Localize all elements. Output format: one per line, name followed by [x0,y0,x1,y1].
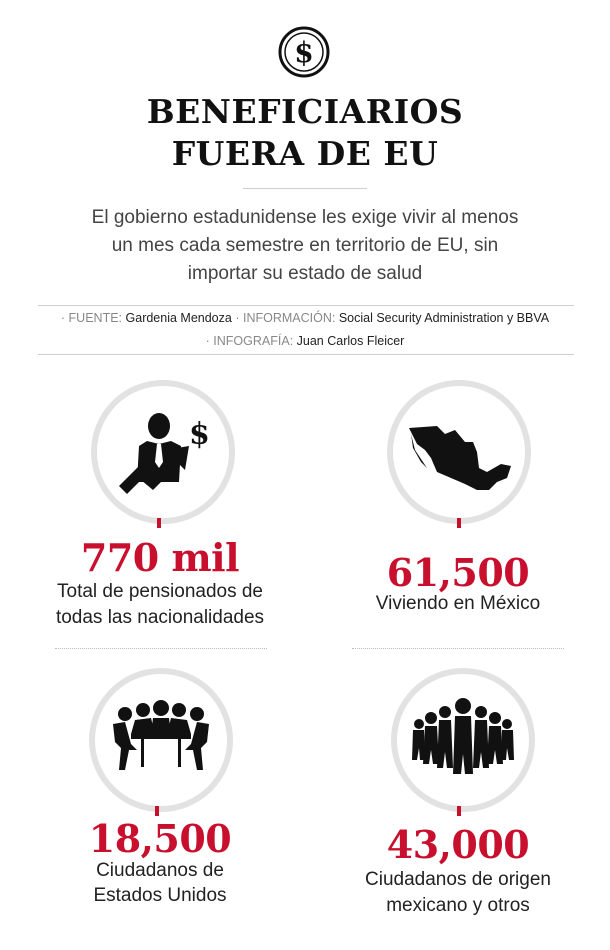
stat-label-mexican-origin-2: mexicano y otros [386,895,530,916]
graphic-value: Juan Carlos Fleicer [296,334,405,348]
source-label: FUENTE: [68,311,123,325]
info-label: INFORMACIÓN: [242,311,336,325]
stat-circle-us-citizens [89,668,233,812]
stat-label-us-citizens-1: Ciudadanos de [96,860,224,881]
mexico-map-icon [393,386,525,518]
svg-text:$: $ [189,417,210,452]
page-title-line-2: FUERA DE EU [171,134,439,173]
dollar-coin-icon [278,26,330,78]
credits-line-2: · INFOGRAFÍA: Juan Carlos Fleicer [205,334,405,348]
title-divider [243,188,367,189]
stat-circle-mexican-origin [391,668,535,812]
stat-tick [155,806,159,816]
svg-text:$: $ [294,36,314,69]
crowd-people-icon [397,674,529,806]
stat-label-mexico-1: Viviendo en México [375,593,541,614]
stat-label-pensioners-2: todas las nacionalidades [55,607,265,628]
stat-label-pensioners-1: Total de pensionados de [57,581,263,602]
stat-label-mexican-origin-1: Ciudadanos de origen [365,869,551,890]
divider [352,648,564,649]
stat-tick [157,518,161,528]
businessman-growth-icon [97,386,229,518]
meeting-table-icon [95,674,227,806]
stat-label-us-citizens-2: Estados Unidos [93,885,227,906]
stat-circle-pensioners [91,380,235,524]
subtitle-line-1: El gobierno estadunidense les exige vivir al menos [91,207,519,228]
source-value: Gardenia Mendoza [125,311,232,325]
credits-bottom-rule [38,354,574,355]
subtitle-line-3: importar su estado de salud [187,263,423,284]
stat-value-pensioners: 770 mil [80,535,240,580]
stat-value-mexican-origin: 43,000 [386,822,530,867]
graphic-label: INFOGRAFÍA: [213,334,294,348]
credits-top-rule [38,305,574,306]
stat-circle-mexico [387,380,531,524]
subtitle-line-2: un mes cada semestre en territorio de EU, sin [111,235,499,256]
stat-value-us-citizens: 18,500 [88,816,232,861]
stat-value-mexico: 61,500 [386,550,530,595]
info-value: Social Security Administration y BBVA [338,311,550,325]
stat-tick [457,806,461,816]
page-title-line-1: BENEFICIARIOS [146,92,464,131]
credits-line-1: · FUENTE: Gardenia Mendoza · INFORMACIÓN: Social Security Administration y BBVA [60,311,550,325]
stat-tick [457,518,461,528]
divider [55,648,267,649]
